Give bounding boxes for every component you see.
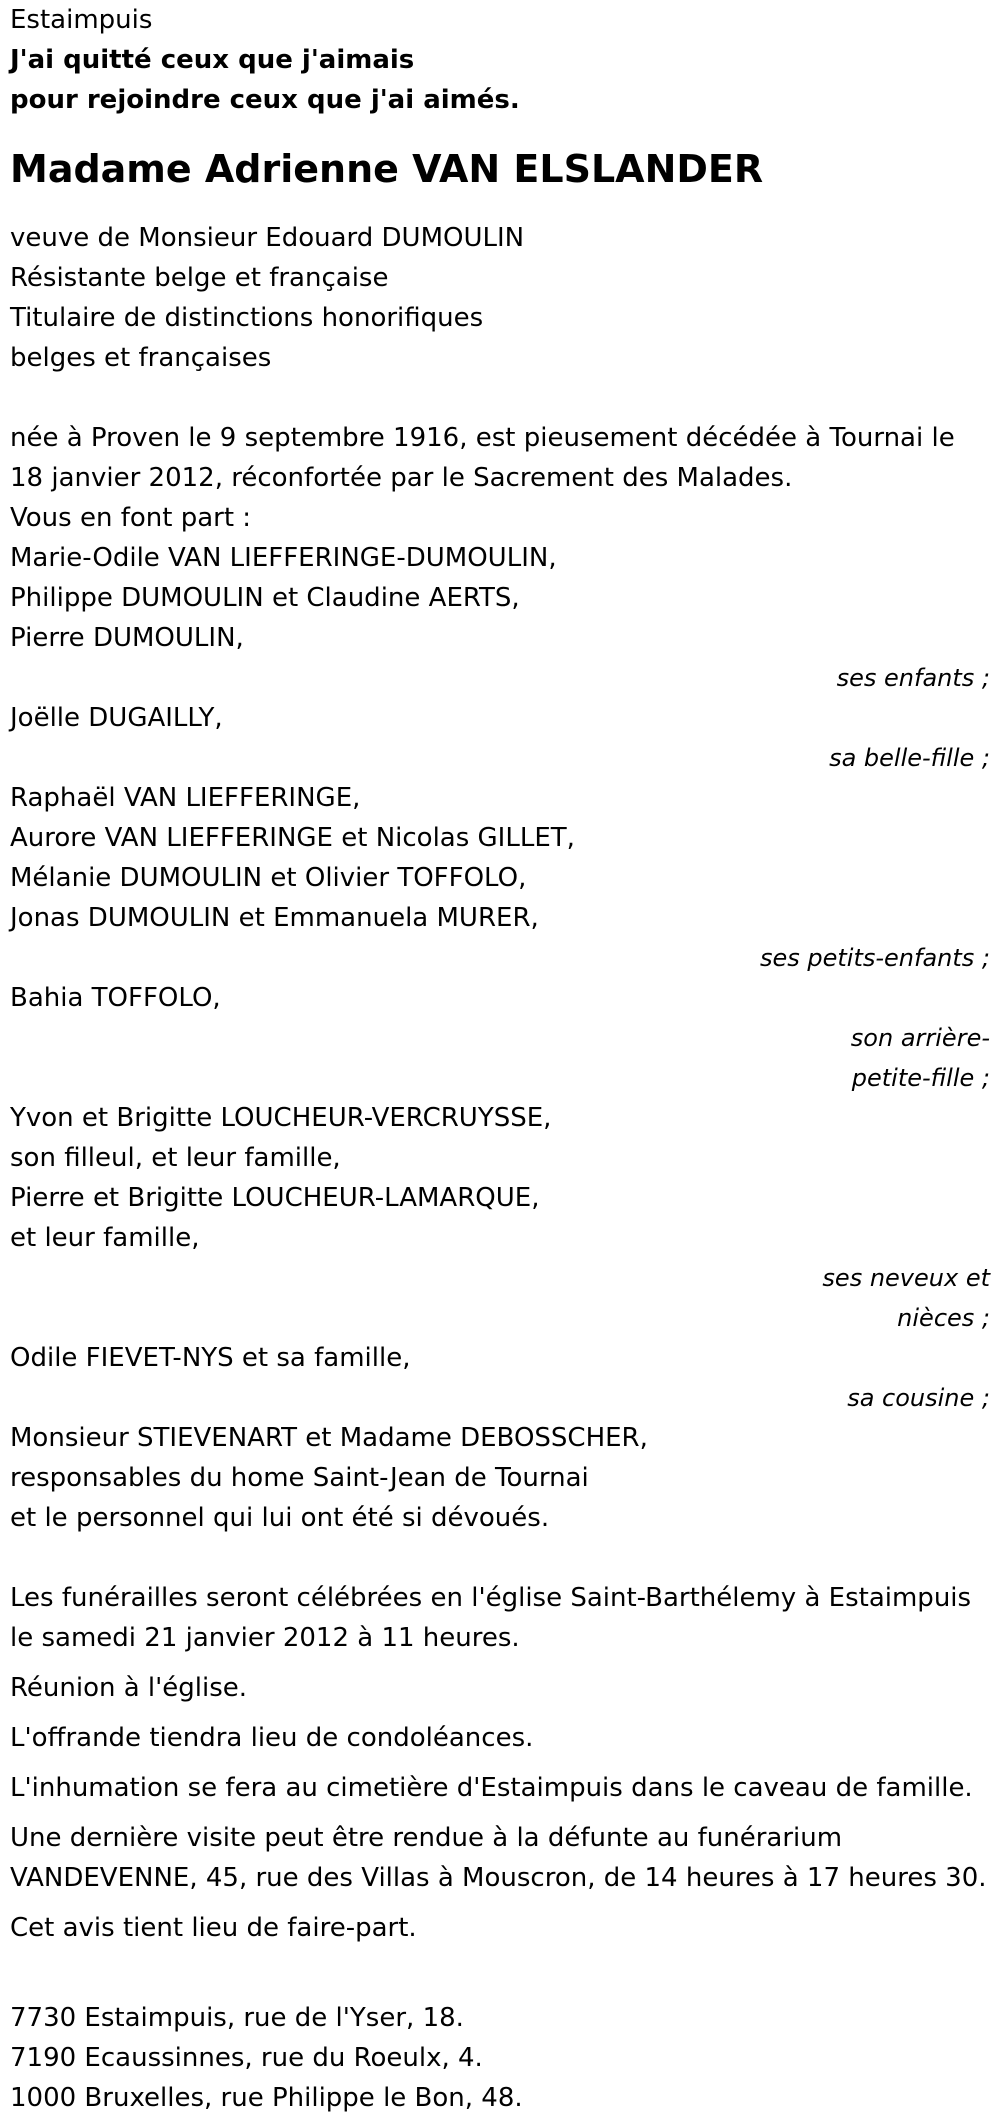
funeral-line: Réunion à l'église. <box>10 1673 248 1703</box>
funeral-paragraph <box>10 1908 990 1948</box>
staff-line: responsables du home Saint-Jean de Tournai <box>10 1463 589 1493</box>
funeral-paragraph <box>10 1818 990 1898</box>
funeral-paragraph <box>10 1668 990 1708</box>
deceased-details <box>10 218 990 378</box>
family-group-grandchildren <box>10 778 990 978</box>
family-member: Yvon et Brigitte LOUCHEUR-VERCRUYSSE, <box>10 1103 552 1133</box>
relation-label: ses enfants ; <box>836 664 990 692</box>
address-line: 7190 Ecaussinnes, rue du Roeulx, 4. <box>10 2043 483 2073</box>
family-group-children <box>10 538 990 698</box>
family-member: Aurore VAN LIEFFERINGE et Nicolas GILLET, <box>10 823 575 853</box>
staff-line: et le personnel qui lui ont été si dévoués. <box>10 1503 550 1533</box>
family-member: Philippe DUMOULIN et Claudine AERTS, <box>10 583 520 613</box>
place-name: Estaimpuis <box>10 5 153 35</box>
funeral-line: L'offrande tiendra lieu de condoléances. <box>10 1723 534 1753</box>
funeral-line: Une dernière visite peut être rendue à la défunte au funérarium <box>10 1823 843 1853</box>
birth-death-paragraph <box>10 418 990 498</box>
obituary-page <box>10 0 990 2118</box>
relation-label: nièces ; <box>897 1304 990 1332</box>
family-list <box>10 538 990 1418</box>
family-member: Bahia TOFFOLO, <box>10 983 221 1013</box>
relation-label: sa cousine ; <box>847 1384 990 1412</box>
funeral-paragraph <box>10 1718 990 1758</box>
funeral-paragraph <box>10 1578 990 1658</box>
funeral-line: Les funérailles seront célébrées en l'église Saint-Barthélemy à Estaimpuis <box>10 1583 972 1613</box>
funeral-info <box>10 1578 990 1948</box>
funeral-line: VANDEVENNE, 45, rue des Villas à Mouscron, de 14 heures à 17 heures 30. <box>10 1863 987 1893</box>
address-line: 1000 Bruxelles, rue Philippe le Bon, 48. <box>10 2083 523 2113</box>
detail-line: veuve de Monsieur Edouard DUMOULIN <box>10 223 525 253</box>
family-member: Pierre DUMOULIN, <box>10 623 244 653</box>
deceased-name: Madame Adrienne VAN ELSLANDER <box>10 147 764 191</box>
relation-label: son arrière- <box>850 1024 990 1052</box>
funeral-line: L'inhumation se fera au cimetière d'Estaimpuis dans le caveau de famille. <box>10 1773 973 1803</box>
birth-death-line: 18 janvier 2012, réconfortée par le Sacrement des Malades. <box>10 463 793 493</box>
family-member: Marie-Odile VAN LIEFFERINGE-DUMOULIN, <box>10 543 557 573</box>
funeral-line: le samedi 21 janvier 2012 à 11 heures. <box>10 1623 520 1653</box>
addresses-block <box>10 1998 990 2118</box>
family-member: Raphaël VAN LIEFFERINGE, <box>10 783 361 813</box>
quote-line-2: pour rejoindre ceux que j'ai aimés. <box>10 85 520 115</box>
family-member: Pierre et Brigitte LOUCHEUR-LAMARQUE, <box>10 1183 540 1213</box>
family-member: Jonas DUMOULIN et Emmanuela MURER, <box>10 903 539 933</box>
family-member: Joëlle DUGAILLY, <box>10 703 223 733</box>
family-group-cousin <box>10 1338 990 1418</box>
detail-line: Titulaire de distinctions honorifiques <box>10 303 484 333</box>
funeral-paragraph <box>10 1768 990 1808</box>
family-member: Mélanie DUMOULIN et Olivier TOFFOLO, <box>10 863 527 893</box>
quote-line-1: J'ai quitté ceux que j'aimais <box>10 45 415 75</box>
relation-label: ses petits-enfants ; <box>759 944 990 972</box>
detail-line: Résistante belge et française <box>10 263 389 293</box>
birth-death-line: née à Proven le 9 septembre 1916, est pieusement décédée à Tournai le <box>10 423 955 453</box>
address-line: 7730 Estaimpuis, rue de l'Yser, 18. <box>10 2003 464 2033</box>
family-group-daughter-in-law <box>10 698 990 778</box>
family-group-nephews-nieces <box>10 1098 990 1338</box>
staff-line: Monsieur STIEVENART et Madame DEBOSSCHER, <box>10 1423 648 1453</box>
family-member: et leur famille, <box>10 1223 200 1253</box>
family-member: son filleul, et leur famille, <box>10 1143 341 1173</box>
family-group-great-granddaughter <box>10 978 990 1098</box>
relation-label: ses neveux et <box>822 1264 990 1292</box>
relation-label: sa belle-fille ; <box>829 744 990 772</box>
relation-label: petite-fille ; <box>851 1064 990 1092</box>
detail-line: belges et françaises <box>10 343 272 373</box>
announce-line: Vous en font part : <box>10 503 252 533</box>
funeral-line: Cet avis tient lieu de faire-part. <box>10 1913 417 1943</box>
family-member: Odile FIEVET-NYS et sa famille, <box>10 1343 411 1373</box>
staff-block <box>10 1418 990 1538</box>
